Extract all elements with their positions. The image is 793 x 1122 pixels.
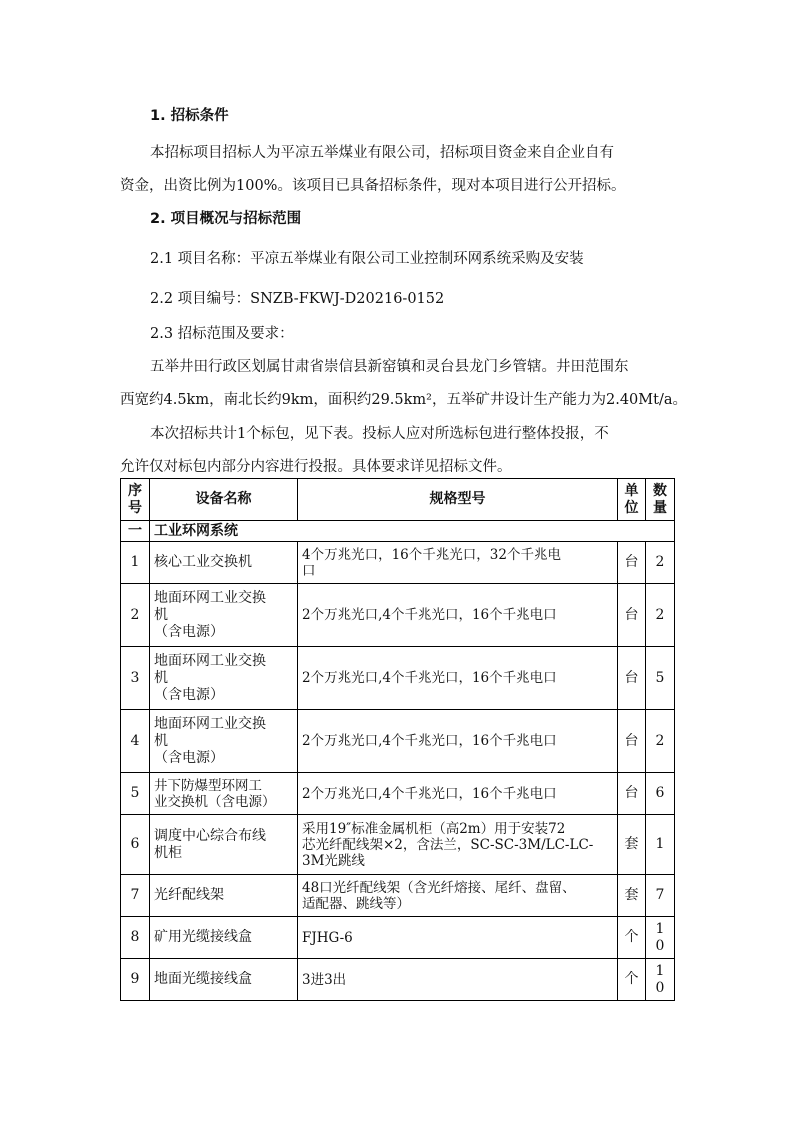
group-title: 工业环网系统 (150, 521, 675, 542)
row-spec: 48口光纤配线架（含光纤熔接、尾纤、盘留、 适配器、跳线等） (298, 875, 618, 917)
row-spec: 采用19″标准金属机柜（高2m）用于安装72 芯光纤配线架×2，含法兰，SC-SC-3M/LC-LC- 3M光跳线 (298, 815, 618, 875)
table-row (121, 584, 675, 647)
row-name: 调度中心综合布线 机柜 (150, 815, 298, 875)
row-qty: 1 0 (646, 959, 675, 1001)
row-name: 核心工业交换机 (150, 542, 298, 584)
row-qty: 2 (646, 584, 675, 647)
row-seq: 8 (121, 917, 150, 959)
row-unit: 台 (618, 584, 646, 647)
row-seq: 2 (121, 584, 150, 647)
row-unit: 台 (618, 647, 646, 710)
row-seq: 6 (121, 815, 150, 875)
row-name: 地面环网工业交换 机 （含电源） (150, 710, 298, 773)
section-2-3-scope: 2.3 招标范围及要求： (150, 326, 294, 342)
header-unit: 单 位 (618, 479, 646, 521)
table-row (121, 710, 675, 773)
header-qty: 数 量 (646, 479, 675, 521)
section-1-heading: 1. 招标条件 (150, 108, 229, 124)
table-row (121, 875, 675, 917)
row-qty: 1 0 (646, 917, 675, 959)
table-header-row (121, 479, 675, 521)
table-group-row (121, 521, 675, 542)
row-name: 矿用光缆接线盒 (150, 917, 298, 959)
row-unit: 台 (618, 710, 646, 773)
section-1-paragraph-line-1: 本招标项目招标人为平凉五举煤业有限公司，招标项目资金来自企业自有 (150, 145, 614, 161)
row-spec: 2个万兆光口,4个千兆光口，16个千兆电口 (298, 584, 618, 647)
row-spec: 2个万兆光口,4个千兆光口，16个千兆电口 (298, 710, 618, 773)
row-unit: 台 (618, 773, 646, 815)
section-2-2-project-number: 2.2 项目编号：SNZB-FKWJ-D20216-0152 (150, 291, 445, 307)
row-seq: 7 (121, 875, 150, 917)
row-qty: 7 (646, 875, 675, 917)
row-name: 光纤配线架 (150, 875, 298, 917)
section-1-paragraph-line-2: 资金，出资比例为100%。该项目已具备招标条件，现对本项目进行公开招标。 (120, 178, 626, 194)
table-row (121, 959, 675, 1001)
section-2-heading: 2. 项目概况与招标范围 (150, 211, 302, 227)
row-unit: 套 (618, 815, 646, 875)
row-qty: 1 (646, 815, 675, 875)
row-unit: 个 (618, 917, 646, 959)
group-index: 一 (121, 521, 150, 542)
table-row (121, 773, 675, 815)
row-qty: 5 (646, 647, 675, 710)
table-row (121, 647, 675, 710)
section-2-1-project-name: 2.1 项目名称：平凉五举煤业有限公司工业控制环网系统采购及安装 (150, 251, 584, 267)
bid-paragraph-line-1: 本次招标共计1个标包，见下表。投标人应对所选标包进行整体投报，不 (150, 426, 609, 442)
row-name: 井下防爆型环网工 业交换机（含电源） (150, 773, 298, 815)
row-spec: 2个万兆光口,4个千兆光口，16个千兆电口 (298, 773, 618, 815)
table-row (121, 542, 675, 584)
area-paragraph-line-1: 五举井田行政区划属甘肃省崇信县新窑镇和灵台县龙门乡管辖。井田范围东 (150, 359, 629, 375)
row-seq: 3 (121, 647, 150, 710)
row-spec: FJHG-6 (298, 917, 618, 959)
row-seq: 4 (121, 710, 150, 773)
row-name: 地面光缆接线盒 (150, 959, 298, 1001)
row-seq: 9 (121, 959, 150, 1001)
row-unit: 个 (618, 959, 646, 1001)
row-qty: 2 (646, 710, 675, 773)
table-row (121, 917, 675, 959)
table-row (121, 815, 675, 875)
row-name: 地面环网工业交换 机 （含电源） (150, 647, 298, 710)
header-spec: 规格型号 (298, 479, 618, 521)
row-spec: 3进3出 (298, 959, 618, 1001)
area-paragraph-line-2: 西宽约4.5km，南北长约9km，面积约29.5km²，五举矿井设计生产能力为2.40Mt/a。 (120, 392, 687, 408)
equipment-table (120, 478, 675, 1001)
row-spec: 2个万兆光口,4个千兆光口，16个千兆电口 (298, 647, 618, 710)
row-seq: 1 (121, 542, 150, 584)
row-unit: 套 (618, 875, 646, 917)
row-seq: 5 (121, 773, 150, 815)
header-seq: 序 号 (121, 479, 150, 521)
row-unit: 台 (618, 542, 646, 584)
row-qty: 6 (646, 773, 675, 815)
bid-paragraph-line-2: 允许仅对标包内部分内容进行投报。具体要求详见招标文件。 (120, 459, 512, 475)
header-name: 设备名称 (150, 479, 298, 521)
row-spec: 4个万兆光口，16个千兆光口，32个千兆电 口 (298, 542, 618, 584)
row-qty: 2 (646, 542, 675, 584)
row-name: 地面环网工业交换 机 （含电源） (150, 584, 298, 647)
